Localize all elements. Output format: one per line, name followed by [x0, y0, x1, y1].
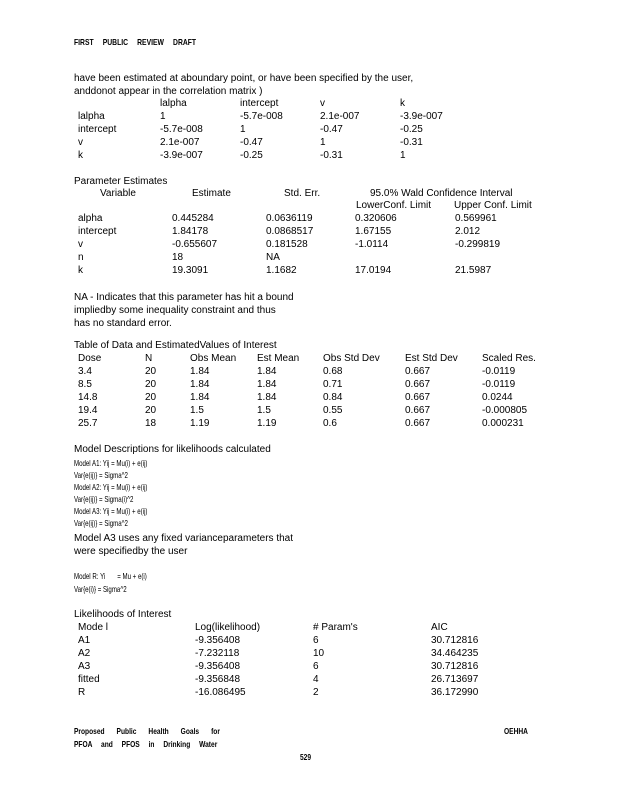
cell: 0.0244	[482, 392, 513, 403]
table-row	[0, 137, 618, 149]
corr-row-label: intercept	[78, 124, 117, 135]
param-name: n	[78, 252, 84, 263]
column-header: Dose	[78, 353, 102, 364]
cell: 34.464235	[431, 648, 479, 659]
column-header: Est Mean	[257, 353, 300, 364]
na-note-line: impliedby some inequality constraint and thus	[74, 305, 276, 316]
model-desc-line: Model R: Yi = Mu + e(i)	[74, 571, 147, 581]
param-upper: 0.569961	[455, 213, 497, 224]
params-col-upper: Upper Conf. Limit	[454, 200, 532, 211]
column-header: AIC	[431, 622, 448, 633]
corr-cell: -0.47	[320, 124, 343, 135]
cell: 36.172990	[431, 687, 479, 698]
cell: -16.086495	[195, 687, 246, 698]
table-row	[0, 111, 618, 123]
param-upper: 2.012	[455, 226, 481, 237]
model-desc-line: Var{e(ij)} = Sigma(i)^2	[74, 494, 134, 504]
param-lower: 17.0194	[355, 265, 392, 276]
cell: 1.19	[190, 418, 210, 429]
cell: -9.356848	[195, 674, 241, 685]
param-stderr: 0.181528	[266, 239, 308, 250]
na-note-line: NA - Indicates that this parameter has hit a bound	[74, 292, 294, 303]
cell: 0.6	[323, 418, 337, 429]
table-row	[0, 265, 618, 277]
param-name: k	[78, 265, 83, 276]
cell: 0.667	[405, 366, 431, 377]
corr-col-header: intercept	[240, 98, 279, 109]
param-name: alpha	[78, 213, 103, 224]
cell: -9.356408	[195, 635, 241, 646]
table-row	[0, 392, 618, 404]
cell: 0.667	[405, 392, 431, 403]
likelihoods-title: Likelihoods of Interest	[74, 609, 172, 620]
cell: 19.4	[78, 405, 98, 416]
cell: 20	[145, 392, 157, 403]
param-estimate: 18	[172, 252, 184, 263]
footer-title-line: PFOA and PFOS in Drinking Water	[74, 739, 218, 749]
cell: -0.0119	[482, 366, 516, 377]
param-estimate: 19.3091	[172, 265, 209, 276]
cell: A1	[78, 635, 91, 646]
cell: 2	[313, 687, 319, 698]
cell: fitted	[78, 674, 100, 685]
model-desc-line: Model A2: Yij = Mu(i) + e(ij)	[74, 482, 148, 492]
column-header: Scaled Res.	[482, 353, 536, 364]
cell: 0.68	[323, 366, 343, 377]
corr-row-label: v	[78, 137, 83, 148]
corr-cell: 1	[240, 124, 246, 135]
column-header: N	[145, 353, 153, 364]
cell: -9.356408	[195, 661, 241, 672]
corr-cell: -3.9e-007	[160, 150, 203, 161]
param-estimate: 1.84178	[172, 226, 209, 237]
model-desc-note: Model A3 uses any fixed varianceparameters that	[74, 533, 294, 544]
column-header: Obs Mean	[190, 353, 237, 364]
cell: 1.84	[190, 392, 210, 403]
cell: 1.84	[257, 392, 277, 403]
param-upper: -0.299819	[455, 239, 501, 250]
data-table-header-row	[0, 353, 618, 365]
param-name: intercept	[78, 226, 117, 237]
params-col-stderr: Std. Err.	[284, 188, 321, 199]
cell: 1.5	[257, 405, 271, 416]
data-table-title: Table of Data and EstimatedValues of Interest	[74, 340, 277, 351]
table-row	[0, 661, 618, 673]
cell: -7.232118	[195, 648, 240, 659]
param-stderr: NA	[266, 252, 280, 263]
table-row	[0, 674, 618, 686]
param-estimate: 0.445284	[172, 213, 214, 224]
param-stderr: 0.0868517	[266, 226, 314, 237]
table-row	[0, 226, 618, 238]
likelihoods-header-row	[0, 622, 618, 634]
footer-title-line: Proposed Public Health Goals for	[74, 726, 220, 736]
cell: 18	[145, 418, 157, 429]
column-header: Obs Std Dev	[323, 353, 380, 364]
cell: 1.84	[190, 379, 210, 390]
corr-cell: 1	[320, 137, 326, 148]
cell: 0.667	[405, 405, 431, 416]
param-stderr: 0.0636119	[266, 213, 313, 224]
corr-col-header: v	[320, 98, 325, 109]
corr-cell: -0.31	[320, 150, 343, 161]
cell: 1.84	[190, 366, 210, 377]
na-note-line: has no standard error.	[74, 318, 172, 329]
corr-col-header: lalpha	[160, 98, 187, 109]
draft-header: FIRST PUBLIC REVIEW DRAFT	[74, 37, 197, 47]
cell: 26.713697	[431, 674, 479, 685]
table-row	[0, 124, 618, 136]
cell: A2	[78, 648, 91, 659]
cell: 1.84	[257, 366, 277, 377]
column-header: Mode l	[78, 622, 109, 633]
table-row	[0, 687, 618, 699]
corr-cell: -0.47	[240, 137, 263, 148]
cell: 6	[313, 661, 319, 672]
cell: 0.000231	[482, 418, 524, 429]
cell: 20	[145, 405, 157, 416]
corr-row-label: k	[78, 150, 83, 161]
cell: -0.000805	[482, 405, 528, 416]
cell: -0.0119	[482, 379, 516, 390]
cell: 1.19	[257, 418, 277, 429]
cell: R	[78, 687, 86, 698]
table-row	[0, 366, 618, 378]
cell: 8.5	[78, 379, 92, 390]
cell: 20	[145, 366, 157, 377]
cell: 0.667	[405, 418, 431, 429]
params-col-variable: Variable	[100, 188, 136, 199]
model-desc-line: Var{e(ij)} = Sigma^2	[74, 470, 128, 480]
correlation-header-row	[0, 98, 618, 110]
model-desc-title: Model Descriptions for likelihoods calculated	[74, 444, 271, 455]
page-number: 529	[300, 752, 312, 762]
param-lower: 1.67155	[355, 226, 392, 237]
param-stderr: 1.1682	[266, 265, 297, 276]
corr-cell: -5.7e-008	[240, 111, 283, 122]
cell: 25.7	[78, 418, 98, 429]
cell: 6	[313, 635, 319, 646]
model-desc-line: Model A1: Yij = Mu(i) + e(ij)	[74, 458, 148, 468]
cell: 10	[313, 648, 325, 659]
corr-cell: 2.1e-007	[160, 137, 200, 148]
corr-cell: -0.25	[240, 150, 263, 161]
model-desc-line: Var{e(ij)} = Sigma^2	[74, 518, 128, 528]
corr-cell: -3.9e-007	[400, 111, 443, 122]
cell: 20	[145, 379, 157, 390]
corr-col-header: k	[400, 98, 405, 109]
table-row	[0, 405, 618, 417]
column-header: Log(likelihood)	[195, 622, 261, 633]
corr-cell: -5.7e-008	[160, 124, 203, 135]
params-col-estimate: Estimate	[192, 188, 231, 199]
corr-cell: 1	[160, 111, 166, 122]
table-row	[0, 239, 618, 251]
cell: A3	[78, 661, 91, 672]
table-row	[0, 150, 618, 162]
table-row	[0, 213, 618, 225]
table-row	[0, 418, 618, 430]
param-name: v	[78, 239, 83, 250]
table-row	[0, 252, 618, 264]
corr-cell: -0.31	[400, 137, 423, 148]
cell: 0.55	[323, 405, 343, 416]
cell: 4	[313, 674, 319, 685]
corr-cell: -0.25	[400, 124, 423, 135]
footer-agency: OEHHA	[504, 726, 528, 736]
model-desc-note: were specifiedby the user	[74, 546, 188, 557]
table-row	[0, 379, 618, 391]
params-col-lower: LowerConf. Limit	[356, 200, 432, 211]
param-lower: 0.320606	[355, 213, 397, 224]
intro-line-1: have been estimated at aboundary point, or have been specified by the user,	[74, 73, 414, 84]
cell: 3.4	[78, 366, 92, 377]
table-row	[0, 648, 618, 660]
cell: 0.71	[323, 379, 343, 390]
cell: 1.5	[190, 405, 204, 416]
column-header: # Param's	[313, 622, 358, 633]
table-row	[0, 635, 618, 647]
param-lower: -1.0114	[355, 239, 389, 250]
model-desc-line: Var{e(i)} = Sigma^2	[74, 584, 127, 594]
cell: 30.712816	[431, 661, 479, 672]
param-estimate: -0.655607	[172, 239, 218, 250]
intro-line-2: anddonot appear in the correlation matrix )	[74, 86, 263, 97]
params-title: Parameter Estimates	[74, 176, 168, 187]
cell: 0.667	[405, 379, 431, 390]
corr-cell: 2.1e-007	[320, 111, 360, 122]
column-header: Est Std Dev	[405, 353, 458, 364]
corr-cell: 1	[400, 150, 406, 161]
cell: 0.84	[323, 392, 343, 403]
cell: 14.8	[78, 392, 98, 403]
corr-row-label: lalpha	[78, 111, 105, 122]
cell: 30.712816	[431, 635, 479, 646]
model-desc-line: Model A3: Yij = Mu(i) + e(ij)	[74, 506, 148, 516]
cell: 1.84	[257, 379, 277, 390]
param-upper: 21.5987	[455, 265, 492, 276]
params-col-ci: 95.0% Wald Confidence Interval	[370, 188, 513, 199]
